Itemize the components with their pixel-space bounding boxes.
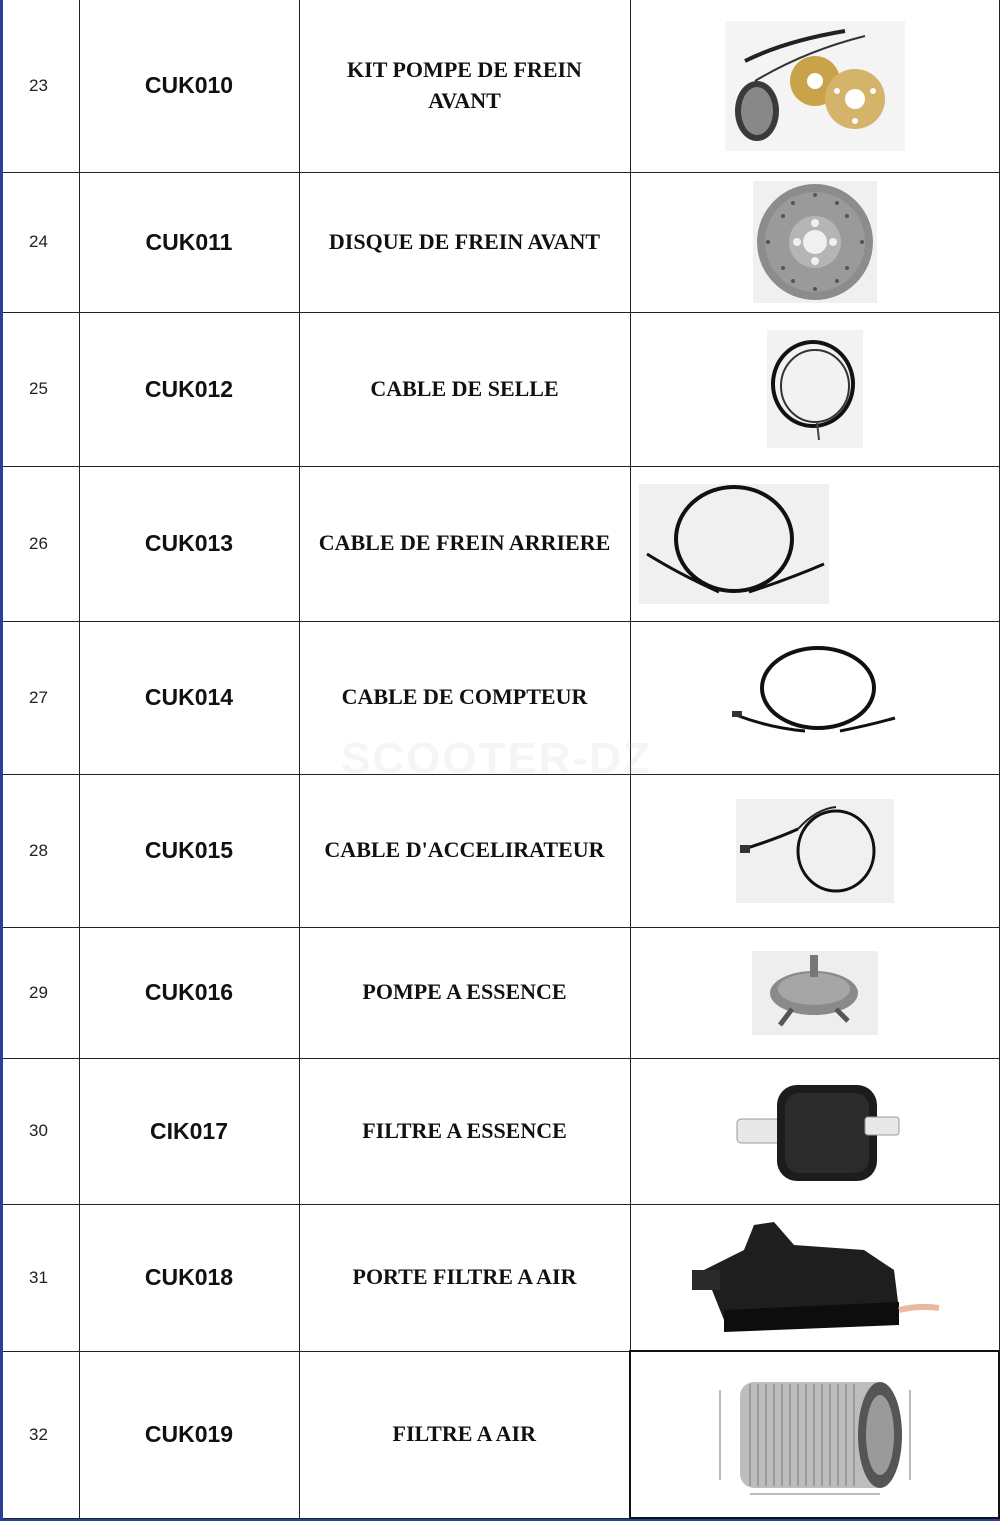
part-description: CABLE DE FREIN ARRIERE	[299, 466, 630, 621]
part-image-cell	[630, 312, 999, 466]
part-description: DISQUE DE FREIN AVANT	[299, 172, 630, 312]
part-reference: CUK016	[79, 927, 299, 1058]
part-reference: CUK011	[79, 172, 299, 312]
fuel-pump-icon	[752, 951, 878, 1035]
part-image-cell	[630, 1204, 999, 1351]
air-filter-icon	[700, 1370, 930, 1500]
fuel-filter-icon	[715, 1071, 915, 1191]
part-description: FILTRE A ESSENCE	[299, 1058, 630, 1204]
row-number: 29	[3, 927, 79, 1058]
table-row	[3, 774, 999, 927]
row-number: 27	[3, 621, 79, 774]
part-reference: CIK017	[79, 1058, 299, 1204]
part-image-cell	[630, 1351, 999, 1518]
part-description: KIT POMPE DE FREIN AVANT	[299, 0, 630, 172]
part-reference: CUK010	[79, 0, 299, 172]
table-row	[3, 927, 999, 1058]
row-number: 23	[3, 0, 79, 172]
part-image-cell	[630, 172, 999, 312]
row-number: 30	[3, 1058, 79, 1204]
part-image-cell	[630, 774, 999, 927]
part-reference: CUK018	[79, 1204, 299, 1351]
part-image-cell	[630, 1058, 999, 1204]
part-reference: CUK012	[79, 312, 299, 466]
table-row	[3, 0, 999, 172]
parts-table	[3, 0, 1000, 1519]
part-reference: CUK015	[79, 774, 299, 927]
part-image-cell	[630, 466, 999, 621]
part-description: CABLE D'ACCELIRATEUR	[299, 774, 630, 927]
table-row	[3, 172, 999, 312]
table-row	[3, 1058, 999, 1204]
row-number: 25	[3, 312, 79, 466]
part-image-cell	[630, 621, 999, 774]
seat-cable-icon	[767, 330, 863, 448]
watermark: SCOOTER-DZ	[341, 734, 652, 783]
rear-brake-cable-icon	[639, 484, 829, 604]
row-number: 32	[3, 1351, 79, 1518]
row-number: 28	[3, 774, 79, 927]
part-description: CABLE DE SELLE	[299, 312, 630, 466]
part-description: FILTRE A AIR	[299, 1351, 630, 1518]
part-description: CABLE DE COMPTEUR	[299, 621, 630, 774]
brake-disc-icon	[753, 181, 877, 303]
row-number: 26	[3, 466, 79, 621]
row-number: 24	[3, 172, 79, 312]
table-row	[3, 1351, 999, 1518]
part-reference: CUK014	[79, 621, 299, 774]
part-reference: CUK013	[79, 466, 299, 621]
table-row	[3, 1204, 999, 1351]
part-reference: CUK019	[79, 1351, 299, 1518]
table-row	[3, 312, 999, 466]
table-row	[3, 466, 999, 621]
airbox-icon	[684, 1210, 946, 1344]
speedometer-cable-icon	[730, 643, 900, 753]
brake-kit-icon	[725, 21, 905, 151]
throttle-cable-icon	[736, 799, 894, 903]
part-image-cell	[630, 927, 999, 1058]
part-description: POMPE A ESSENCE	[299, 927, 630, 1058]
row-number: 31	[3, 1204, 79, 1351]
part-description: PORTE FILTRE A AIR	[299, 1204, 630, 1351]
table-row	[3, 621, 999, 774]
part-image-cell	[630, 0, 999, 172]
